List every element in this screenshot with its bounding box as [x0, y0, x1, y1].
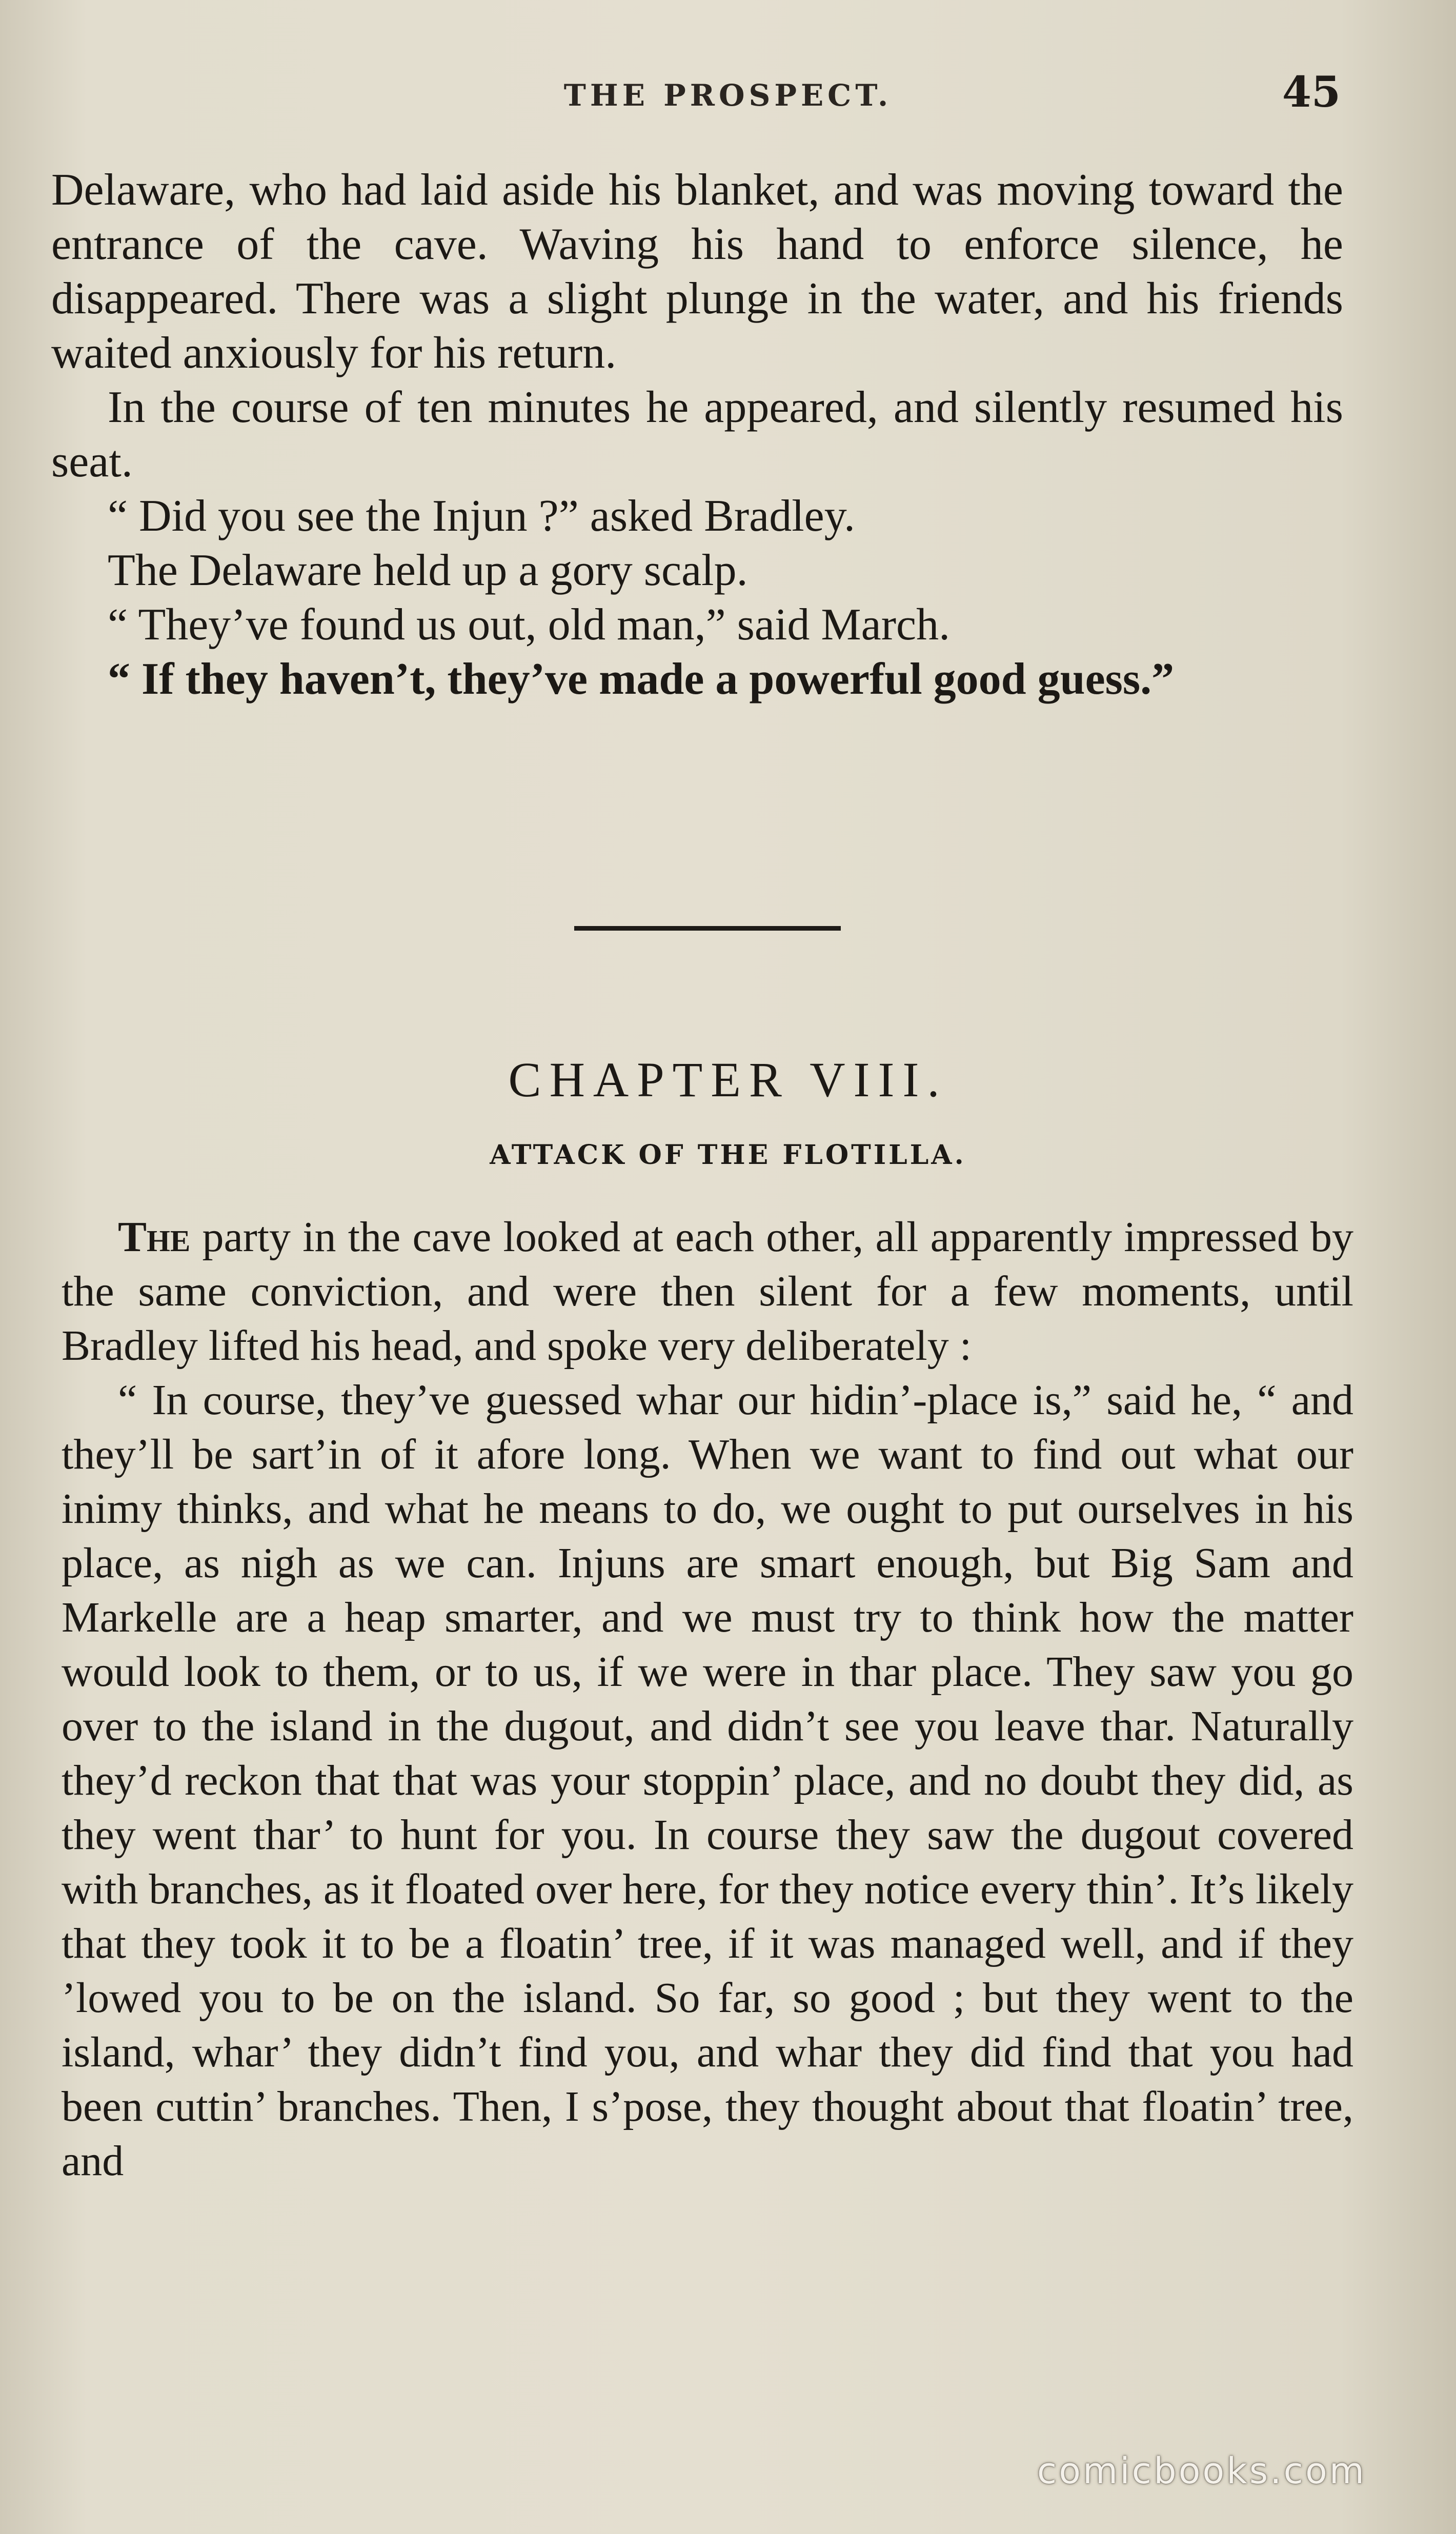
- page-number: 45: [1282, 68, 1341, 117]
- paragraph: In the course of ten minutes he appeared, and silently resumed his seat.: [51, 383, 1343, 487]
- paragraph: “ They’ve found us out, old man,” said March.: [108, 600, 951, 650]
- chapter-title: CHAPTER VIII.: [508, 1052, 948, 1107]
- paragraph: “ In course, they’ve guessed whar our hidin’-place is,” said he, “ and they’ll be sart’in of it afore long. When we want to find out what our inimy thinks, and what he means to do, we ought to put ourselves in his place, as nigh as we can. Injuns are smart enough, but Big Sam and Markelle are a heap smarter, and we must try to think how the matter would look to them, or to us, if we were in thar place. They saw you go over to the island in the dugout, and didn’t see you leave thar. Naturally they’d reckon that that was your stoppin’ place, and no doubt they did, as they went thar’ to hunt for you. In course they saw the dugout covered with branches, as it floated over here, for they notice every thin’. It’s likely that they took it to be a floatin’ tree, if it was managed well, and if they ’lowed you to be on the island. So far, so good ; but they went to the island, whar’ they didn’t find you, and whar they did find that you had been cuttin’ branches. Then, I s’pose, they thought about that floatin’ tree, and: [62, 1376, 1353, 2185]
- page-header: [0, 68, 1456, 133]
- watermark: comicbooks.com: [1037, 2450, 1366, 2492]
- running-head: THE PROSPECT.: [563, 78, 893, 113]
- paragraph-text: party in the cave looked at each other, all apparently impressed by the same conviction, and were then silent for a few moments, until Bradley lifted his head, and spoke very deliberately :: [62, 1213, 1353, 1370]
- section-divider: [574, 926, 841, 931]
- paragraph-continuation: Delaware, who had laid aside his blanket, and was moving toward the entrance of the cave. Waving his hand to enforce silence, he disappeared. There was a slight plunge in the water, and his friends waited anxiously for his return.: [51, 165, 1343, 378]
- chapter-subtitle: ATTACK OF THE FLOTILLA.: [490, 1139, 966, 1171]
- paragraph: “ Did you see the Injun ?” asked Bradley.: [108, 491, 856, 541]
- paragraph: “ If they haven’t, they’ve made a powerful good guess.”: [108, 654, 1175, 704]
- paragraph: [62, 1210, 1353, 1373]
- paragraph: The Delaware held up a gory scalp.: [108, 546, 748, 595]
- chapter-text-block: [62, 1210, 1353, 2188]
- opening-word: The: [118, 1213, 191, 1261]
- top-text-block: [51, 163, 1343, 707]
